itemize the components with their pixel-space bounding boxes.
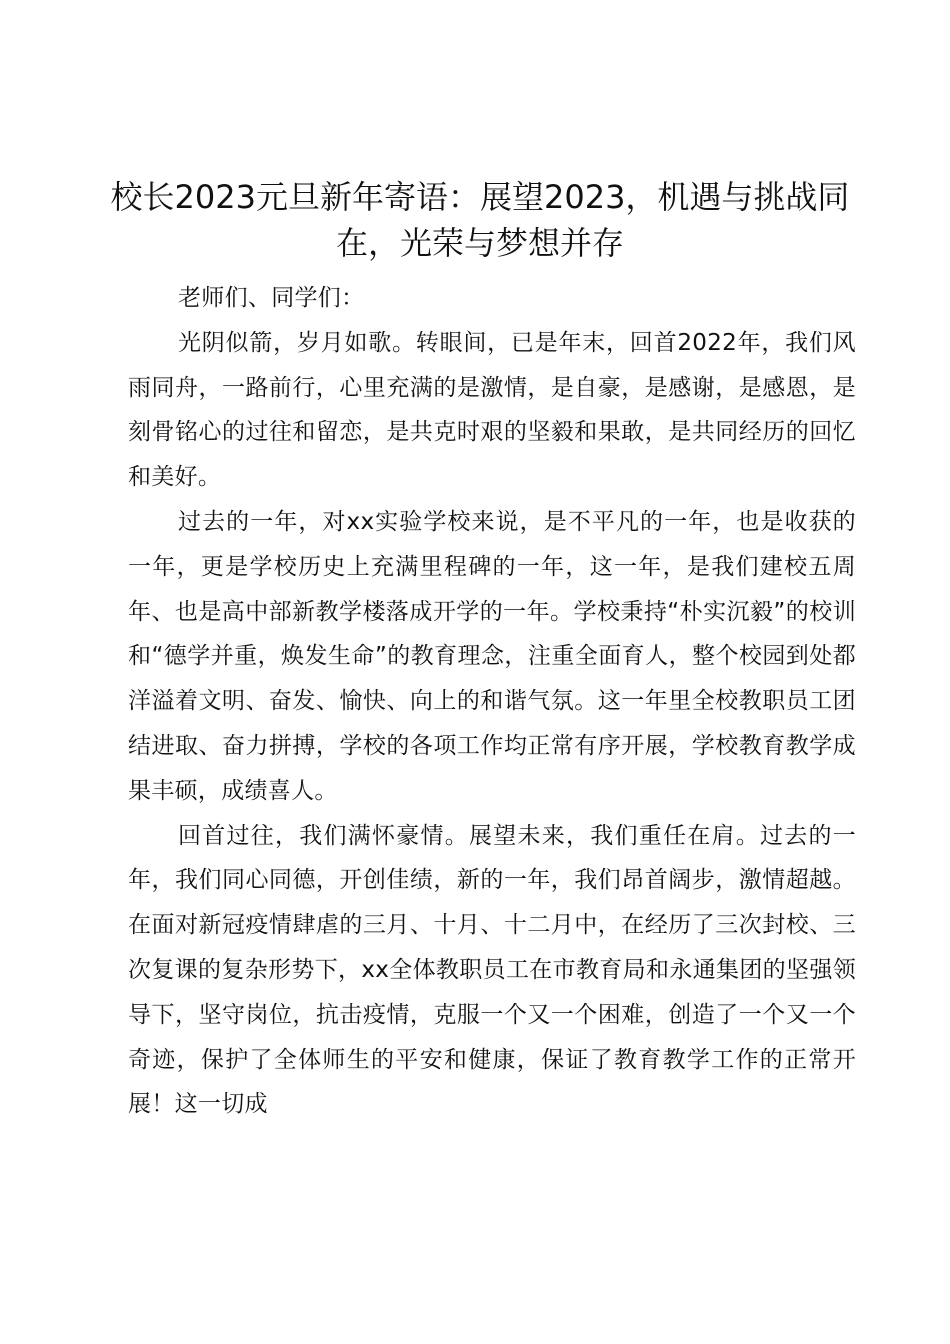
document-title: 校长2023元旦新年寄语：展望2023，机遇与挑战同在，光荣与梦想并存 — [110, 178, 850, 262]
paragraph-3: 回首过往，我们满怀豪情。展望未来，我们重任在肩。过去的一年，我们同心同德，开创佳绩，新的一年，我们昂首阔步，激情超越。在面对新冠疫情肆虐的三月、十月、十二月中，在经历了三次封校、三次复课的复杂形势下，xx全体教职员工在市教育局和永通集团的坚强领导下，坚守岗位，抗击疫情，克服一个又一个困难，创造了一个又一个奇迹，保护了全体师生的平安和健康，保证了教育教学工作的正常开展！这一切成 — [128, 822, 856, 1118]
paragraph-2: 过去的一年，对xx实验学校来说，是不平凡的一年，也是收获的一年，更是学校历史上充满里程碑的一年，这一年，是我们建校五周年、也是高中部新教学楼落成开学的一年。学校秉持“朴实沉毅”的校训和“德学并重，焕发生命”的教育理念，注重全面育人，整个校园到处都洋溢着文明、奋发、愉快、向上的和谐气氛。这一年里全校教职员工团结进取、奋力拼搏，学校的各项工作均正常有序开展，学校教育教学成果丰硕，成绩喜人。 — [128, 508, 856, 804]
salutation: 老师们、同学们： — [178, 285, 365, 311]
document-body — [128, 276, 856, 1127]
paragraph-1: 光阴似箭，岁月如歌。转眼间，已是年末，回首2022年，我们风雨同舟，一路前行，心里充满的是激情，是自豪，是感谢，是感恩，是刻骨铭心的过往和留恋，是共克时艰的坚毅和果敢，是共同经历的回忆和美好。 — [128, 329, 856, 491]
